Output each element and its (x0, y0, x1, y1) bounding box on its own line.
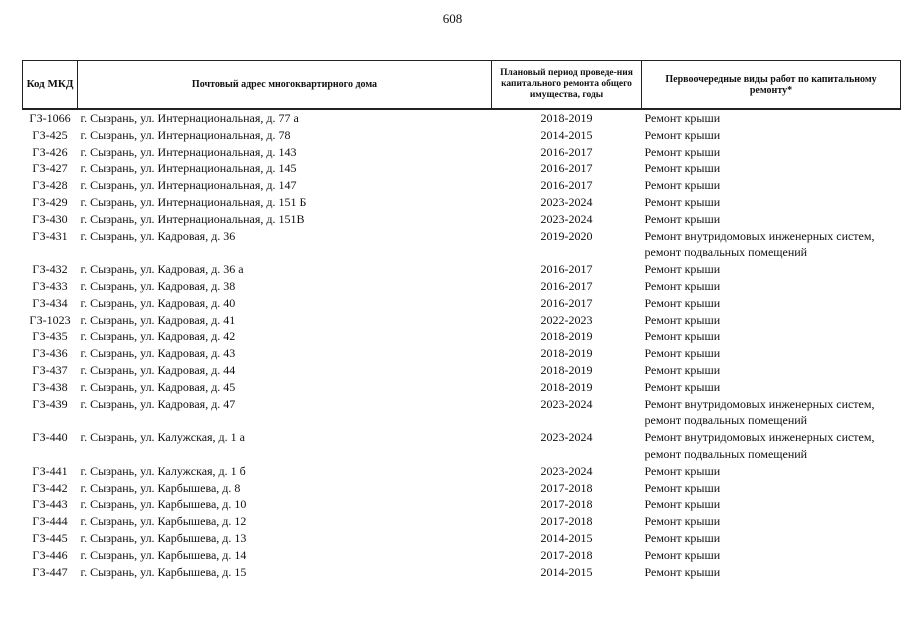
work-type-line: Ремонт крыши (644, 547, 721, 562)
repair-period-cell: 2018-2019 (540, 346, 593, 361)
repair-period-cell: 2023-2024 (540, 463, 593, 478)
work-type-line: Ремонт крыши (644, 514, 721, 529)
repair-period-cell: 2023-2024 (540, 430, 593, 445)
works-cell (642, 463, 901, 480)
house-code-cell: ГЗ-434 (32, 295, 68, 310)
table-row (23, 295, 901, 312)
address-cell: г. Сызрань, ул. Интернациональная, д. 145 (80, 161, 297, 176)
table-row (23, 379, 901, 396)
house-code-cell: ГЗ-1066 (29, 111, 71, 125)
works-cell (642, 194, 901, 211)
works-cell (642, 379, 901, 396)
repair-period-cell: 2016-2017 (540, 161, 593, 176)
work-type-line: ремонт подвальных помещений (644, 413, 808, 428)
table-header (23, 61, 901, 110)
works-cell (642, 228, 901, 262)
house-code-cell: ГЗ-437 (32, 362, 68, 377)
address-cell: г. Сызрань, ул. Интернациональная, д. 78 (80, 127, 291, 142)
repair-period-cell: 2014-2015 (540, 530, 593, 545)
works-cell (642, 177, 901, 194)
table-row (23, 496, 901, 513)
house-code-cell: ГЗ-443 (32, 497, 68, 512)
address-cell: г. Сызрань, ул. Кадровая, д. 47 (80, 396, 236, 411)
table-body (23, 109, 901, 580)
table-row (23, 211, 901, 228)
works-cell (642, 144, 901, 161)
works-cell (642, 396, 901, 430)
house-code-cell: ГЗ-436 (32, 346, 68, 361)
table-row (23, 127, 901, 144)
repair-period-cell: 2023-2024 (540, 194, 593, 209)
work-type-line: ремонт подвальных помещений (644, 245, 808, 260)
works-cell (642, 530, 901, 547)
table-row (23, 278, 901, 295)
house-code-cell: ГЗ-425 (32, 127, 68, 142)
work-type-line: Ремонт крыши (644, 211, 721, 226)
work-type-line: Ремонт крыши (644, 497, 721, 512)
works-cell (642, 480, 901, 497)
repair-period-cell: 2017-2018 (540, 480, 593, 495)
address-cell: г. Сызрань, ул. Интернациональная, д. 151 Б (80, 194, 307, 209)
table-row (23, 177, 901, 194)
house-code-cell: ГЗ-433 (32, 278, 68, 293)
address-cell: г. Сызрань, ул. Кадровая, д. 40 (80, 295, 236, 310)
house-code-cell: ГЗ-426 (32, 144, 68, 159)
house-code-cell: ГЗ-441 (32, 463, 68, 478)
works-cell (642, 362, 901, 379)
house-code-cell: ГЗ-431 (32, 228, 68, 243)
header-period: Плановый период проведе-ния капитального ремонта общего имущества, годы (492, 61, 642, 110)
repair-register-table (22, 60, 901, 580)
house-code-cell: ГЗ-445 (32, 530, 68, 545)
work-type-line: Ремонт крыши (644, 278, 721, 293)
table-row (23, 362, 901, 379)
repair-period-cell: 2017-2018 (540, 497, 593, 512)
work-type-line: Ремонт крыши (644, 362, 721, 377)
work-type-line: Ремонт крыши (644, 144, 721, 159)
repair-period-cell: 2018-2019 (540, 111, 593, 125)
address-cell: г. Сызрань, ул. Калужская, д. 1 б (80, 463, 246, 478)
table-row (23, 261, 901, 278)
work-type-line: Ремонт крыши (644, 463, 721, 478)
repair-period-cell: 2016-2017 (540, 278, 593, 293)
table-row (23, 328, 901, 345)
address-cell: г. Сызрань, ул. Карбышева, д. 14 (80, 547, 247, 562)
table-row (23, 160, 901, 177)
works-cell (642, 109, 901, 127)
address-cell: г. Сызрань, ул. Кадровая, д. 38 (80, 278, 236, 293)
house-code-cell: ГЗ-446 (32, 547, 68, 562)
address-cell: г. Сызрань, ул. Интернациональная, д. 151В (80, 211, 305, 226)
address-cell: г. Сызрань, ул. Кадровая, д. 43 (80, 346, 236, 361)
table-row (23, 513, 901, 530)
address-cell: г. Сызрань, ул. Карбышева, д. 12 (80, 514, 247, 529)
work-type-line: Ремонт крыши (644, 178, 721, 193)
work-type-line: Ремонт крыши (644, 312, 721, 327)
table-row (23, 312, 901, 329)
work-type-line: Ремонт внутридомовых инженерных систем, (644, 396, 875, 411)
work-type-line: Ремонт крыши (644, 346, 721, 361)
table-row (23, 530, 901, 547)
work-type-line: Ремонт крыши (644, 480, 721, 495)
repair-period-cell: 2016-2017 (540, 295, 593, 310)
repair-period-cell: 2018-2019 (540, 329, 593, 344)
house-code-cell: ГЗ-447 (32, 564, 68, 579)
work-type-line: Ремонт крыши (644, 329, 721, 344)
works-cell (642, 429, 901, 463)
address-cell: г. Сызрань, ул. Калужская, д. 1 а (80, 430, 245, 445)
works-cell (642, 295, 901, 312)
repair-period-cell: 2019-2020 (540, 228, 593, 243)
repair-period-cell: 2016-2017 (540, 178, 593, 193)
work-type-line: Ремонт крыши (644, 111, 721, 125)
repair-period-cell: 2014-2015 (540, 127, 593, 142)
address-cell: г. Сызрань, ул. Кадровая, д. 36 (80, 228, 236, 243)
table-row (23, 463, 901, 480)
repair-period-cell: 2017-2018 (540, 514, 593, 529)
header-address: Почтовый адрес многоквартирного дома (78, 61, 492, 110)
house-code-cell: ГЗ-444 (32, 514, 68, 529)
house-code-cell: ГЗ-1023 (29, 312, 71, 327)
works-cell (642, 345, 901, 362)
repair-period-cell: 2018-2019 (540, 379, 593, 394)
header-works: Первоочередные виды работ по капитальному ремонту* (642, 61, 901, 110)
house-code-cell: ГЗ-429 (32, 194, 68, 209)
work-type-line: Ремонт внутридомовых инженерных систем, (644, 430, 875, 445)
address-cell: г. Сызрань, ул. Карбышева, д. 8 (80, 480, 241, 495)
house-code-cell: ГЗ-428 (32, 178, 68, 193)
works-cell (642, 278, 901, 295)
work-type-line: Ремонт крыши (644, 530, 721, 545)
table-row (23, 345, 901, 362)
work-type-line: Ремонт крыши (644, 295, 721, 310)
address-cell: г. Сызрань, ул. Интернациональная, д. 143 (80, 144, 297, 159)
repair-period-cell: 2023-2024 (540, 396, 593, 411)
address-cell: г. Сызрань, ул. Кадровая, д. 41 (80, 312, 236, 327)
table-row (23, 480, 901, 497)
address-cell: г. Сызрань, ул. Карбышева, д. 15 (80, 564, 247, 579)
address-cell: г. Сызрань, ул. Интернациональная, д. 77 а (80, 111, 299, 125)
page-number: 608 (442, 11, 463, 26)
house-code-cell: ГЗ-432 (32, 262, 68, 277)
address-cell: г. Сызрань, ул. Карбышева, д. 10 (80, 497, 247, 512)
table-row (23, 547, 901, 564)
house-code-cell: ГЗ-435 (32, 329, 68, 344)
table-row (23, 396, 901, 430)
works-cell (642, 564, 901, 581)
house-code-cell: ГЗ-442 (32, 480, 68, 495)
table-row (23, 429, 901, 463)
house-code-cell: ГЗ-438 (32, 379, 68, 394)
work-type-line: Ремонт крыши (644, 127, 721, 142)
header-code: Код МКД (23, 61, 78, 110)
house-code-cell: ГЗ-430 (32, 211, 68, 226)
repair-period-cell: 2022-2023 (540, 312, 593, 327)
table-row (23, 564, 901, 581)
repair-period-cell: 2023-2024 (540, 211, 593, 226)
repair-period-cell: 2017-2018 (540, 547, 593, 562)
works-cell (642, 328, 901, 345)
works-cell (642, 160, 901, 177)
work-type-line: Ремонт внутридомовых инженерных систем, (644, 228, 875, 243)
work-type-line: ремонт подвальных помещений (644, 446, 808, 461)
repair-period-cell: 2016-2017 (540, 262, 593, 277)
work-type-line: Ремонт крыши (644, 194, 721, 209)
address-cell: г. Сызрань, ул. Кадровая, д. 44 (80, 362, 236, 377)
works-cell (642, 211, 901, 228)
work-type-line: Ремонт крыши (644, 379, 721, 394)
works-cell (642, 513, 901, 530)
work-type-line: Ремонт крыши (644, 262, 721, 277)
address-cell: г. Сызрань, ул. Кадровая, д. 45 (80, 379, 236, 394)
address-cell: г. Сызрань, ул. Интернациональная, д. 147 (80, 178, 297, 193)
house-code-cell: ГЗ-427 (32, 161, 68, 176)
work-type-line: Ремонт крыши (644, 161, 721, 176)
works-cell (642, 547, 901, 564)
repair-period-cell: 2014-2015 (540, 564, 593, 579)
works-cell (642, 127, 901, 144)
address-cell: г. Сызрань, ул. Кадровая, д. 42 (80, 329, 236, 344)
work-type-line: Ремонт крыши (644, 564, 721, 579)
table-row (23, 109, 901, 127)
house-code-cell: ГЗ-440 (32, 430, 68, 445)
address-cell: г. Сызрань, ул. Карбышева, д. 13 (80, 530, 247, 545)
table-row (23, 228, 901, 262)
table-row (23, 194, 901, 211)
works-cell (642, 496, 901, 513)
works-cell (642, 312, 901, 329)
address-cell: г. Сызрань, ул. Кадровая, д. 36 а (80, 262, 244, 277)
repair-period-cell: 2018-2019 (540, 362, 593, 377)
house-code-cell: ГЗ-439 (32, 396, 68, 411)
repair-period-cell: 2016-2017 (540, 144, 593, 159)
works-cell (642, 261, 901, 278)
table-row (23, 144, 901, 161)
